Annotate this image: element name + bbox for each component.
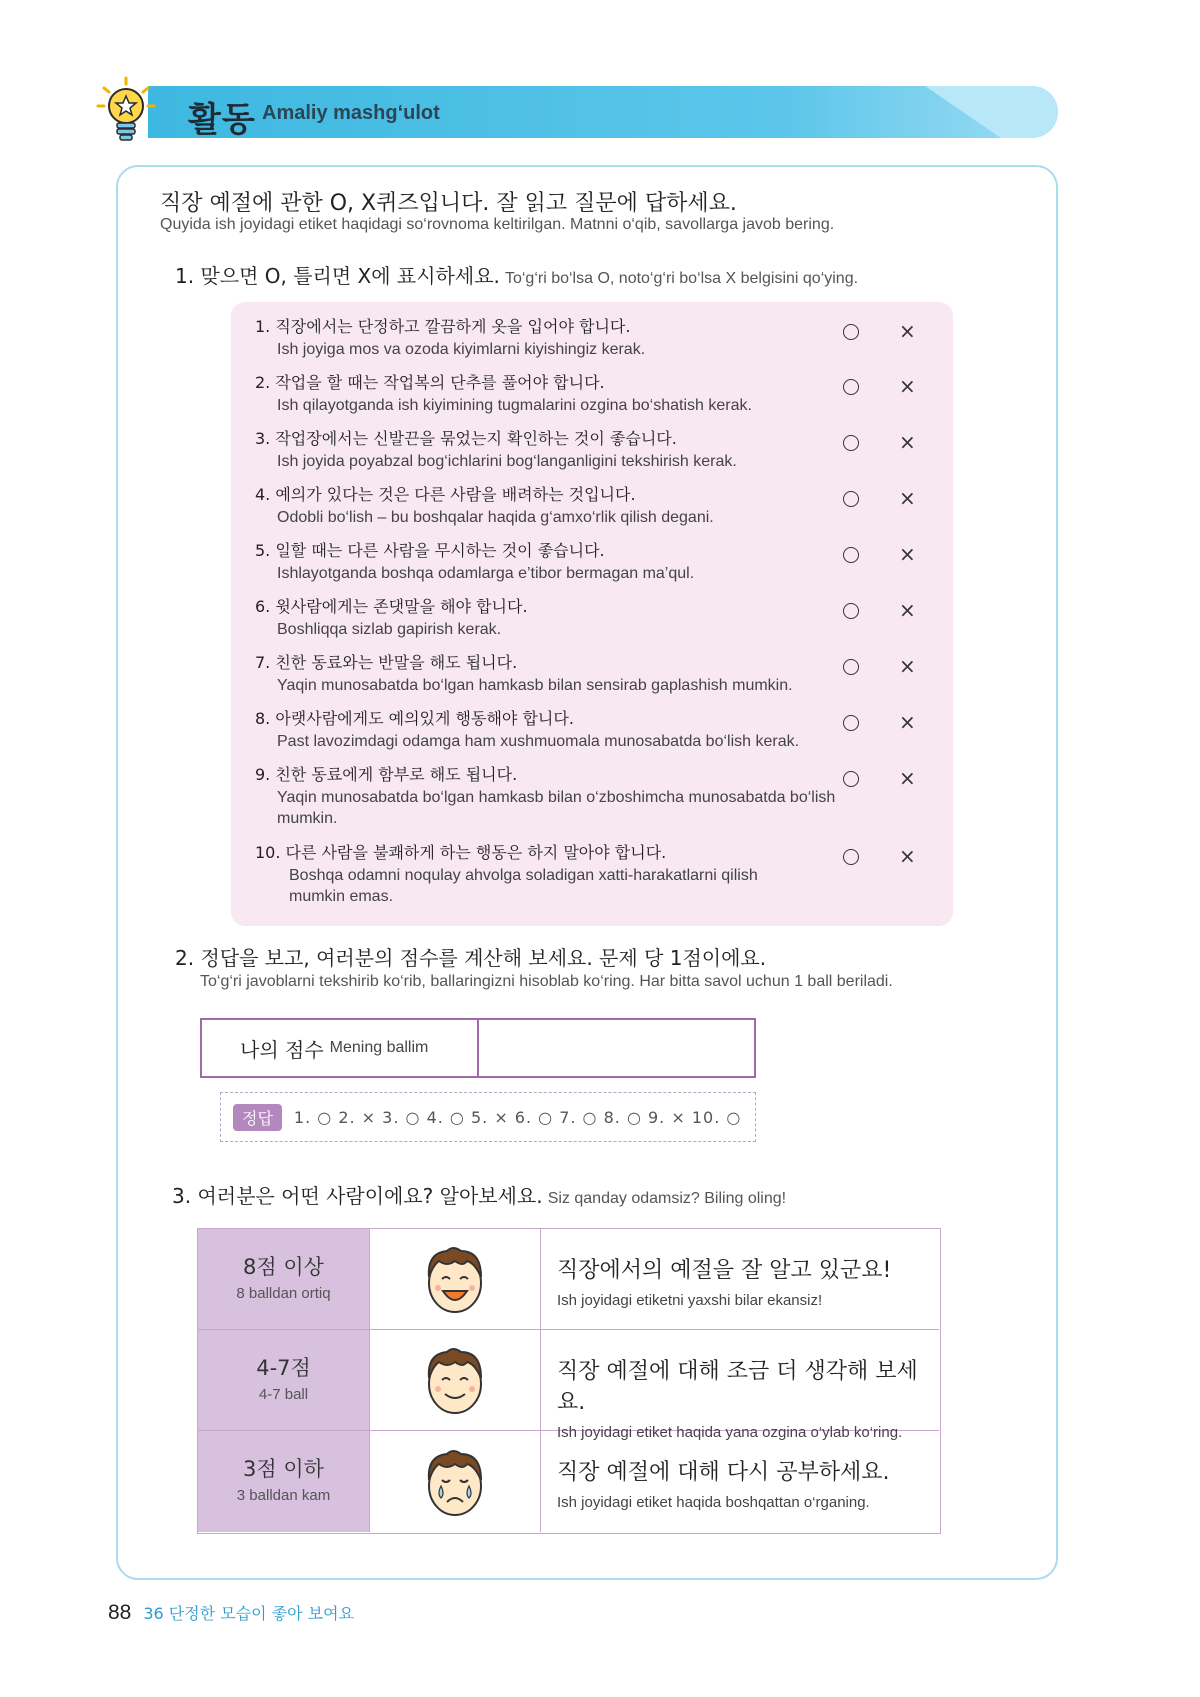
option-o-circle[interactable] bbox=[843, 659, 859, 675]
crying-face-icon bbox=[423, 1446, 487, 1518]
banner-decoration bbox=[868, 86, 1058, 138]
quiz-item-korean: 1. 직장에서는 단정하고 깔끔하게 옷을 입어야 합니다. bbox=[255, 317, 631, 336]
quiz-item-uzbek: Yaqin munosabatda bo‘lgan hamkasb bilan sensirab gaplashish mumkin. bbox=[277, 677, 793, 694]
score-box bbox=[200, 1018, 756, 1078]
result-face-cell bbox=[370, 1229, 541, 1329]
quiz-item bbox=[255, 596, 855, 640]
option-x-mark[interactable]: × bbox=[899, 654, 916, 678]
result-row bbox=[198, 1431, 939, 1532]
banner-title: 활동 bbox=[188, 100, 256, 138]
option-x-mark[interactable]: × bbox=[899, 710, 916, 734]
chapter-title: 36 단정한 모습이 좋아 보여요 bbox=[143, 1604, 355, 1623]
option-x-mark[interactable]: × bbox=[899, 319, 916, 343]
quiz-item-korean: 9. 친한 동료에게 함부로 해도 됩니다. bbox=[255, 765, 518, 784]
quiz-item-uzbek: Odobli bo‘lish – bu boshqalar haqida g‘amxo‘rlik qilish degani. bbox=[277, 509, 714, 526]
quiz-item-uzbek: Ishlayotganda boshqa odamlarga e’tibor bermagan ma’qul. bbox=[277, 565, 695, 582]
quiz-item bbox=[255, 484, 855, 528]
quiz-item bbox=[255, 842, 855, 907]
option-o-circle[interactable] bbox=[843, 547, 859, 563]
question-1-uzbek: To‘g‘ri bo‘lsa O, noto‘g‘ri bo‘lsa X belgisini qo‘ying. bbox=[504, 270, 859, 287]
result-score-korean: 4-7점 bbox=[256, 1356, 311, 1380]
result-message-uzbek: Ish joyidagi etiketni yaxshi bilar ekansiz! bbox=[557, 1292, 823, 1309]
result-score-uzbek: 3 balldan kam bbox=[236, 1487, 331, 1504]
question-3-heading bbox=[172, 1180, 786, 1209]
result-row bbox=[198, 1229, 939, 1330]
quiz-item bbox=[255, 540, 855, 584]
quiz-item bbox=[255, 316, 855, 360]
quiz-item-uzbek: Boshliqqa sizlab gapirish kerak. bbox=[277, 621, 502, 638]
result-message-cell bbox=[541, 1330, 939, 1441]
quiz-item-uzbek: Ish joyiga mos va ozoda kiyimlarni kiyishingiz kerak. bbox=[277, 341, 646, 358]
quiz-item-uzbek: Ish joyida poyabzal bog‘ichlarini bog‘langanligini tekshirish kerak. bbox=[277, 453, 737, 470]
option-x-mark[interactable]: × bbox=[899, 766, 916, 790]
option-o-circle[interactable] bbox=[843, 324, 859, 340]
quiz-item bbox=[255, 652, 855, 696]
quiz-item-korean: 4. 예의가 있다는 것은 다른 사람을 배려하는 것입니다. bbox=[255, 485, 636, 504]
quiz-item-korean: 2. 작업을 할 때는 작업복의 단추를 풀어야 합니다. bbox=[255, 373, 605, 392]
option-o-circle[interactable] bbox=[843, 491, 859, 507]
result-score-cell bbox=[198, 1229, 370, 1329]
option-x-mark[interactable]: × bbox=[899, 374, 916, 398]
answer-key bbox=[220, 1092, 756, 1142]
quiz-item-korean: 5. 일할 때는 다른 사람을 무시하는 것이 좋습니다. bbox=[255, 541, 605, 560]
quiz-item-uzbek: Ish qilayotganda ish kiyimining tugmalarini ozgina bo‘shatish kerak. bbox=[277, 397, 752, 414]
quiz-item-korean: 8. 아랫사람에게도 예의있게 행동해야 합니다. bbox=[255, 709, 574, 728]
result-face-cell bbox=[370, 1431, 541, 1532]
result-table bbox=[197, 1228, 941, 1534]
quiz-box bbox=[231, 302, 953, 926]
score-input[interactable] bbox=[479, 1020, 754, 1076]
result-message-korean: 직장에서의 예절을 잘 알고 있군요! bbox=[557, 1258, 892, 1283]
result-message-cell bbox=[541, 1229, 939, 1329]
question-3-uzbek: Siz qanday odamsiz? Biling oling! bbox=[547, 1190, 787, 1207]
option-o-circle[interactable] bbox=[843, 603, 859, 619]
quiz-item-korean: 3. 작업장에서는 신발끈을 묶었는지 확인하는 것이 좋습니다. bbox=[255, 429, 677, 448]
quiz-item-uzbek: Past lavozimdagi odamga ham xushmuomala munosabatda bo‘lish kerak. bbox=[277, 733, 800, 750]
option-x-mark[interactable]: × bbox=[899, 486, 916, 510]
quiz-item-uzbek: Yaqin munosabatda bo‘lgan hamkasb bilan o‘zboshimcha munosabatda bo‘lish mumkin. bbox=[277, 789, 836, 827]
quiz-item bbox=[255, 372, 855, 416]
question-2-korean: 2. 정답을 보고, 여러분의 점수를 계산해 보세요. 문제 당 1점이에요. bbox=[175, 946, 767, 970]
activity-banner bbox=[148, 86, 1058, 138]
result-message-uzbek: Ish joyidagi etiket haqida yana ozgina o‘ylab ko‘ring. bbox=[557, 1424, 903, 1441]
score-label-uzbek: Mening ballim bbox=[329, 1039, 429, 1056]
result-message-korean: 직장 예절에 대해 조금 더 생각해 보세요. bbox=[557, 1359, 918, 1415]
option-x-mark[interactable]: × bbox=[899, 542, 916, 566]
quiz-item-korean: 7. 친한 동료와는 반말을 해도 됩니다. bbox=[255, 653, 518, 672]
option-x-mark[interactable]: × bbox=[899, 844, 916, 868]
quiz-item bbox=[255, 708, 855, 752]
lightbulb-icon bbox=[96, 76, 156, 142]
result-score-uzbek: 4-7 ball bbox=[258, 1386, 309, 1403]
instruction-korean: 직장 예절에 관한 O, X퀴즈입니다. 잘 읽고 질문에 답하세요. bbox=[160, 191, 737, 216]
option-o-circle[interactable] bbox=[843, 771, 859, 787]
answer-list: 1. ○ 2. × 3. ○ 4. ○ 5. × 6. ○ 7. ○ 8. ○ 9. × 10. ○ bbox=[293, 1107, 742, 1127]
question-3-korean: 3. 여러분은 어떤 사람이에요? 알아보세요. bbox=[172, 1184, 543, 1208]
quiz-item-korean: 6. 윗사람에게는 존댓말을 해야 합니다. bbox=[255, 597, 528, 616]
option-x-mark[interactable]: × bbox=[899, 598, 916, 622]
option-x-mark[interactable]: × bbox=[899, 430, 916, 454]
result-score-korean: 3점 이하 bbox=[243, 1457, 324, 1481]
score-label-korean: 나의 점수 bbox=[240, 1037, 324, 1062]
result-message-cell bbox=[541, 1431, 939, 1532]
happy-face-icon bbox=[423, 1243, 487, 1315]
quiz-item bbox=[255, 428, 855, 472]
option-o-circle[interactable] bbox=[843, 849, 859, 865]
result-message-korean: 직장 예절에 대해 다시 공부하세요. bbox=[557, 1460, 890, 1485]
quiz-item-korean: 10. 다른 사람을 불쾌하게 하는 행동은 하지 말아야 합니다. bbox=[255, 843, 667, 862]
result-score-cell bbox=[198, 1431, 370, 1532]
question-1-korean: 1. 맞으면 O, 틀리면 X에 표시하세요. bbox=[175, 264, 500, 288]
instruction-uzbek: Quyida ish joyidagi etiket haqidagi so‘rovnoma keltirilgan. Matnni o‘qib, savollarga javob bering. bbox=[160, 216, 835, 233]
result-score-cell bbox=[198, 1330, 370, 1430]
result-row bbox=[198, 1330, 939, 1441]
option-o-circle[interactable] bbox=[843, 435, 859, 451]
page-footer bbox=[108, 1601, 354, 1625]
banner-subtitle: Amaliy mashg‘ulot bbox=[262, 102, 440, 124]
result-message-uzbek: Ish joyidagi etiket haqida boshqattan o‘rganing. bbox=[557, 1494, 870, 1511]
question-1-heading bbox=[175, 260, 858, 289]
quiz-item bbox=[255, 764, 855, 829]
page-number: 88 bbox=[108, 1601, 132, 1624]
result-score-korean: 8점 이상 bbox=[243, 1255, 324, 1279]
option-o-circle[interactable] bbox=[843, 379, 859, 395]
score-label bbox=[202, 1020, 479, 1076]
answer-tag: 정답 bbox=[233, 1104, 282, 1131]
smiling-face-icon bbox=[423, 1344, 487, 1416]
result-score-uzbek: 8 balldan ortiq bbox=[236, 1285, 331, 1302]
quiz-item-uzbek: Boshqa odamni noqulay ahvolga soladigan xatti-harakatlarni qilish mumkin emas. bbox=[289, 867, 758, 905]
result-face-cell bbox=[370, 1330, 541, 1430]
option-o-circle[interactable] bbox=[843, 715, 859, 731]
question-2-uzbek: To‘g‘ri javoblarni tekshirib ko‘rib, ballaringizni hisoblab ko‘ring. Har bitta savol uchun 1 ball beriladi. bbox=[200, 973, 893, 990]
